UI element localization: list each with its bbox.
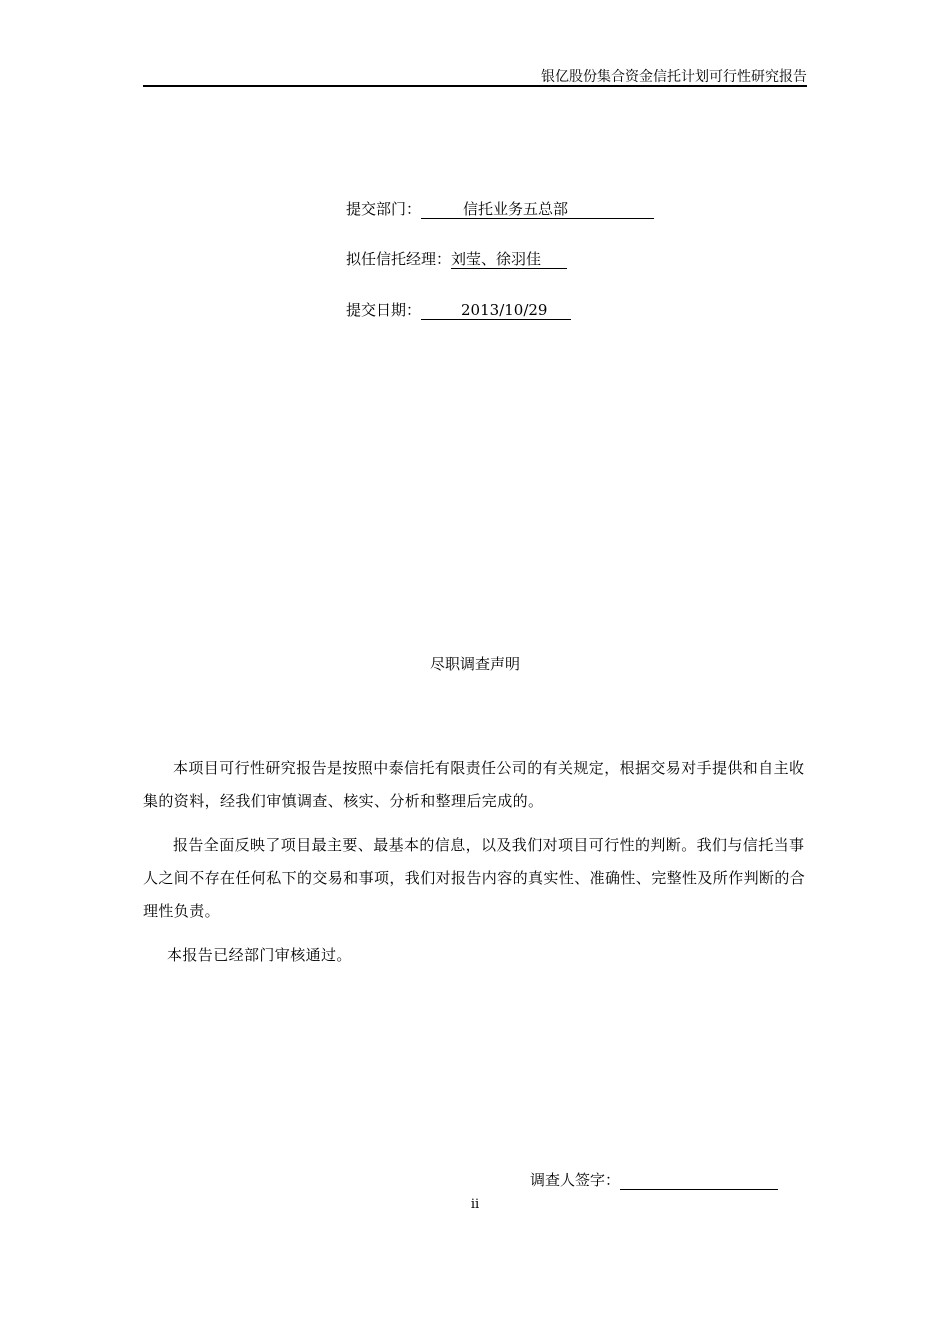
date-label: 提交日期： xyxy=(346,301,422,319)
signature-row xyxy=(530,1169,778,1190)
manager-value: 刘莹、徐羽佳 xyxy=(451,250,542,268)
signature-blank-line xyxy=(620,1171,778,1190)
date-value-field xyxy=(421,301,571,320)
declaration-title: 尽职调查声明 xyxy=(429,655,520,673)
department-row xyxy=(346,199,654,219)
date-value: 2013/10/29 xyxy=(461,301,548,319)
signature-label: 调查人签字： xyxy=(530,1171,621,1189)
declaration-paragraph: 本项目可行性研究报告是按照中泰信托有限责任公司的有关规定，根据交易对手提供和自主收集的资料，经我们审慎调查、核实、分析和整理后完成的。 xyxy=(143,759,805,810)
date-row xyxy=(346,300,571,320)
manager-value-field xyxy=(451,250,567,269)
manager-label: 拟任信托经理： xyxy=(346,250,452,268)
department-value: 信托业务五总部 xyxy=(463,200,569,218)
header-rule xyxy=(143,85,807,87)
declaration-paragraph: 报告全面反映了项目最主要、最基本的信息，以及我们对项目可行性的判断。我们与信托当事人之间不存在任何私下的交易和事项，我们对报告内容的真实性、准确性、完整性及所作判断的合理性负责。 xyxy=(143,836,806,920)
document-header-title: 银亿股份集合资金信托计划可行性研究报告 xyxy=(541,69,807,85)
manager-row xyxy=(346,249,567,269)
department-label: 提交部门： xyxy=(346,200,422,218)
declaration-approval-paragraph: 本报告已经部门审核通过。 xyxy=(167,946,352,964)
department-value-field xyxy=(421,200,654,219)
page-number: ii xyxy=(470,1197,480,1212)
declaration-body xyxy=(143,752,807,983)
